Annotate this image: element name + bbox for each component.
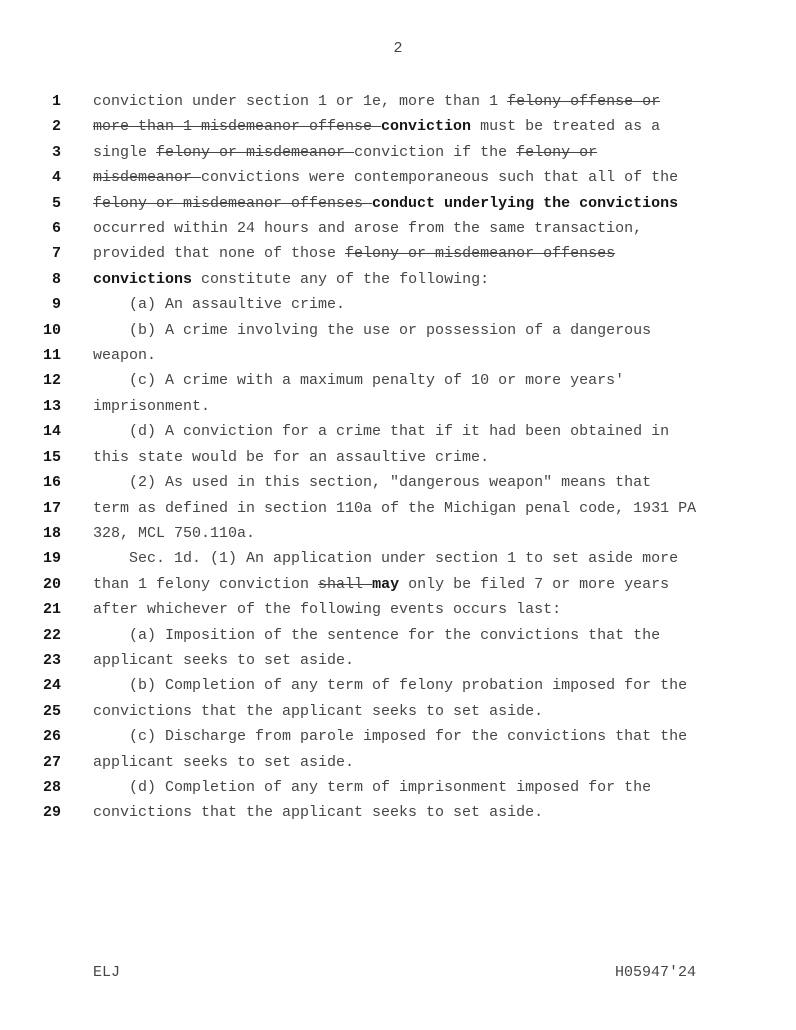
line-number: 3 <box>51 143 61 161</box>
line-text <box>93 343 156 368</box>
text-line <box>33 648 696 673</box>
line-text <box>93 800 543 825</box>
line-number: 17 <box>42 499 61 517</box>
line-number: 9 <box>51 296 61 314</box>
plain-text: (d) Completion of any term of imprisonment imposed for the <box>93 778 652 796</box>
text-line <box>33 521 696 546</box>
line-text <box>93 546 678 571</box>
plain-text: Sec. 1d. (1) An application under section 1 to set aside more <box>93 550 679 568</box>
stricken-text: felony or misdemeanor <box>156 143 355 161</box>
text-line <box>33 114 696 139</box>
text-line <box>33 775 696 800</box>
plain-text: (c) Discharge from parole imposed for the convictions that the <box>93 728 688 746</box>
line-text <box>93 775 651 800</box>
line-number: 10 <box>42 321 61 339</box>
line-number: 27 <box>42 753 61 771</box>
text-line <box>33 445 696 470</box>
plain-text: convictions that the applicant seeks to set aside. <box>93 702 544 720</box>
plain-text: convictions were contemporaneous such that all of the <box>201 169 679 187</box>
line-text <box>93 521 255 546</box>
text-line <box>33 623 696 648</box>
line-number: 25 <box>42 702 61 720</box>
line-text <box>93 318 651 343</box>
plain-text: conviction if the <box>354 143 517 161</box>
line-text <box>93 572 669 597</box>
line-text <box>93 292 345 317</box>
line-number: 23 <box>42 651 61 669</box>
plain-text: constitute any of the following: <box>192 270 490 288</box>
line-text <box>93 419 669 444</box>
line-number: 24 <box>42 677 61 695</box>
plain-text: weapon. <box>93 347 157 365</box>
stricken-text: misdemeanor <box>93 169 202 187</box>
plain-text: conviction under section 1 or 1e, more than 1 <box>93 93 508 110</box>
text-line <box>33 343 696 368</box>
page-footer <box>93 965 696 980</box>
line-number: 29 <box>42 804 61 822</box>
stricken-text: felony or misdemeanor offenses <box>93 194 373 212</box>
line-number: 15 <box>42 448 61 466</box>
plain-text: 328, MCL 750.110a. <box>93 524 256 542</box>
plain-text: (c) A crime with a maximum penalty of 10 or more years' <box>93 372 625 390</box>
plain-text: only be filed 7 or more years <box>399 575 670 593</box>
text-line <box>33 699 696 724</box>
line-number: 14 <box>42 423 61 441</box>
plain-text: after whichever of the following events occurs last: <box>93 601 562 619</box>
line-number: 28 <box>42 778 61 796</box>
inserted-text: conviction <box>381 118 472 136</box>
line-number: 13 <box>42 397 61 415</box>
line-number: 7 <box>51 245 61 263</box>
line-text <box>93 648 354 673</box>
line-text <box>93 241 615 266</box>
text-line <box>33 750 696 775</box>
line-number: 20 <box>42 575 61 593</box>
line-number: 18 <box>42 524 61 542</box>
line-text <box>93 216 642 241</box>
line-number: 21 <box>42 601 61 619</box>
plain-text: occurred within 24 hours and arose from the same transaction, <box>93 220 643 238</box>
line-text <box>93 191 678 216</box>
stricken-text: shall <box>318 575 373 593</box>
text-line <box>33 267 696 292</box>
plain-text: (b) A crime involving the use or possession of a dangerous <box>93 321 652 339</box>
plain-text: provided that none of those <box>93 245 346 263</box>
text-line <box>33 318 696 343</box>
line-text <box>93 140 597 165</box>
inserted-text: may <box>372 575 400 593</box>
line-number: 12 <box>42 372 61 390</box>
line-text <box>93 89 660 114</box>
text-line <box>33 496 696 521</box>
text-line <box>33 673 696 698</box>
stricken-text: more than 1 misdemeanor offense <box>93 118 382 136</box>
plain-text: (a) An assaultive crime. <box>93 296 346 314</box>
plain-text: (b) Completion of any term of felony probation imposed for the <box>93 677 688 695</box>
page-number: 2 <box>393 40 403 57</box>
plain-text: term as defined in section 110a of the Michigan penal code, 1931 PA <box>93 499 697 517</box>
text-line <box>33 800 696 825</box>
line-text <box>93 724 687 749</box>
plain-text: (d) A conviction for a crime that if it had been obtained in <box>93 423 670 441</box>
plain-text: (a) Imposition of the sentence for the convictions that the <box>93 626 661 644</box>
text-line <box>33 724 696 749</box>
text-line <box>33 419 696 444</box>
plain-text: applicant seeks to set aside. <box>93 753 355 771</box>
text-line <box>33 292 696 317</box>
text-line <box>33 216 696 241</box>
inserted-text: convictions <box>93 270 193 288</box>
plain-text: single <box>93 143 157 161</box>
stricken-text: felony or <box>516 143 598 161</box>
line-text <box>93 470 651 495</box>
line-number: 5 <box>51 194 61 212</box>
text-line <box>33 140 696 165</box>
text-line <box>33 191 696 216</box>
line-number: 11 <box>42 347 61 365</box>
line-number: 26 <box>42 728 61 746</box>
text-line <box>33 241 696 266</box>
line-text <box>93 496 696 521</box>
line-number: 16 <box>42 474 61 492</box>
plain-text: applicant seeks to set aside. <box>93 651 355 669</box>
line-text <box>93 673 687 698</box>
line-number: 1 <box>51 93 61 110</box>
text-line <box>33 546 696 571</box>
plain-text: than 1 felony conviction <box>93 575 319 593</box>
plain-text: (2) As used in this section, "dangerous weapon" means that <box>93 474 652 492</box>
line-text <box>93 114 660 139</box>
line-number: 8 <box>51 270 61 288</box>
text-line <box>33 597 696 622</box>
plain-text: must be treated as a <box>471 118 661 136</box>
text-line <box>33 165 696 190</box>
text-line <box>33 470 696 495</box>
line-text <box>93 623 660 648</box>
text-line <box>33 394 696 419</box>
line-text <box>93 368 624 393</box>
line-number: 4 <box>51 169 61 187</box>
text-line <box>33 89 696 114</box>
line-text <box>93 267 489 292</box>
line-text <box>93 165 678 190</box>
text-line <box>33 572 696 597</box>
line-text <box>93 699 543 724</box>
line-number: 22 <box>42 626 61 644</box>
line-text <box>93 597 561 622</box>
bill-text-lines <box>33 89 696 826</box>
stricken-text: felony offense or <box>507 93 661 110</box>
text-line <box>33 368 696 393</box>
bill-reference: H05947'24 <box>614 964 696 981</box>
line-number: 2 <box>51 118 61 136</box>
line-text <box>93 394 210 419</box>
plain-text: this state would be for an assaultive crime. <box>93 448 490 466</box>
line-text <box>93 445 489 470</box>
line-text <box>93 750 354 775</box>
line-number: 19 <box>42 550 61 568</box>
stricken-text: felony or misdemeanor offenses <box>345 245 616 263</box>
drafter-initials: ELJ <box>93 964 121 981</box>
line-number: 6 <box>51 220 61 238</box>
inserted-text: conduct underlying the convictions <box>372 194 679 212</box>
plain-text: convictions that the applicant seeks to set aside. <box>93 804 544 822</box>
plain-text: imprisonment. <box>93 397 211 415</box>
